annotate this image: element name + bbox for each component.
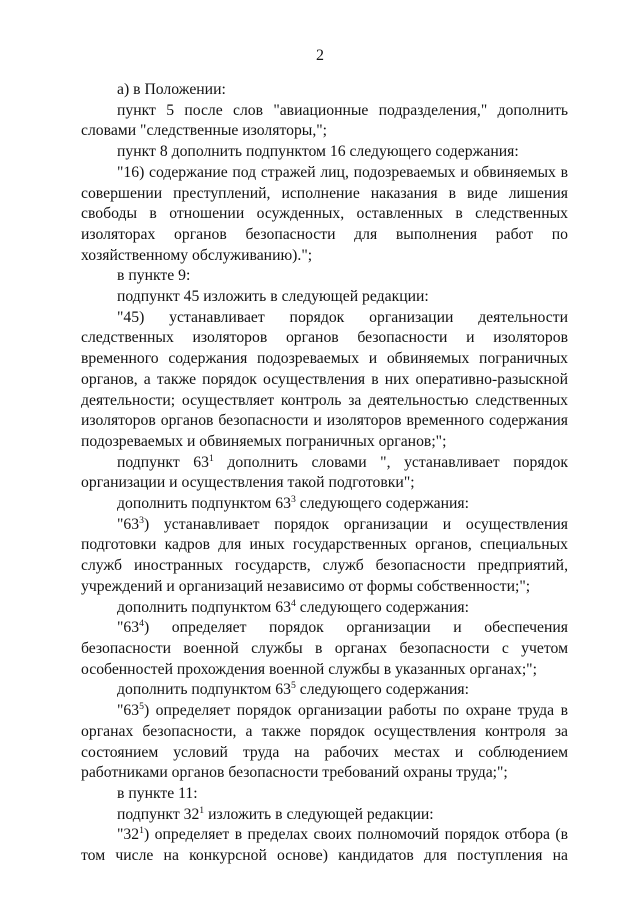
text-run: в пункте 9: bbox=[117, 267, 191, 285]
superscript: 4 bbox=[290, 597, 296, 609]
text-run: ) определяет в пределах своих полномочий порядок отбора (в том числе на конкурсной основе) кандидатов для поступления на bbox=[81, 826, 568, 865]
text-run: подпункт 45 изложить в следующей редакции: bbox=[117, 288, 429, 306]
superscript: 1 bbox=[199, 804, 205, 816]
paragraph bbox=[81, 598, 568, 619]
text-run: подпункт 63 bbox=[117, 453, 209, 471]
paragraph bbox=[81, 142, 568, 163]
text-run: дополнить словами ", устанавливает порядок организации и осуществления такой подготовки"; bbox=[81, 453, 568, 492]
text-run: "16) содержание под стражей лиц, подозреваемых и обвиняемых в совершении преступлений, исполнение наказания в виде лишения свободы в отношении осужденных, оставленных в следственных изоляторах органов безопасности для выполнения работ по хозяйственному обслуживанию)."; bbox=[81, 163, 568, 264]
paragraph bbox=[81, 515, 568, 598]
superscript: 3 bbox=[139, 514, 144, 526]
text-run: "63 bbox=[117, 619, 140, 637]
page-number: 2 bbox=[316, 47, 324, 64]
text-run: следующего содержания: bbox=[295, 681, 470, 699]
text-run: ) определяет порядок организации и обеспечения безопасности военной службы в органах безопасности с учетом особенностей прохождения военной службы в указанных органах;"; bbox=[81, 619, 568, 678]
paragraph bbox=[81, 287, 568, 308]
paragraph bbox=[81, 784, 568, 805]
text-run: в пункте 11: bbox=[117, 784, 198, 802]
paragraph bbox=[81, 453, 568, 494]
text-run: "32 bbox=[117, 826, 140, 844]
document-body bbox=[81, 80, 568, 867]
paragraph bbox=[81, 80, 568, 101]
text-run: дополнить подпунктом 63 bbox=[117, 495, 291, 513]
text-run: "63 bbox=[117, 702, 140, 720]
superscript: 5 bbox=[290, 680, 296, 692]
superscript: 5 bbox=[139, 700, 144, 712]
text-run: "63 bbox=[117, 515, 140, 533]
superscript: 3 bbox=[290, 493, 296, 505]
paragraph bbox=[81, 680, 568, 701]
text-run: подпункт 32 bbox=[117, 805, 200, 823]
text-run: а) в Положении: bbox=[117, 81, 226, 98]
paragraph bbox=[81, 163, 568, 267]
paragraph bbox=[81, 308, 568, 453]
superscript: 1 bbox=[139, 825, 144, 837]
text-run: пункт 5 после слов "авиационные подразделения," дополнить словами "следственные изоляторы,"; bbox=[81, 101, 568, 140]
superscript: 1 bbox=[208, 452, 214, 464]
paragraph bbox=[81, 805, 568, 826]
paragraph bbox=[81, 701, 568, 784]
text-run: изложить в следующей редакции: bbox=[204, 805, 434, 823]
text-run: ) устанавливает порядок организации и осуществления подготовки кадров для иных государственных органов, специальных служб иностранных государств, служб безопасности предприятий, учреждений и организаций независимо от формы собственности;"; bbox=[81, 515, 568, 595]
superscript: 4 bbox=[139, 618, 144, 630]
paragraph bbox=[81, 825, 568, 866]
paragraph bbox=[81, 494, 568, 515]
text-run: "45) устанавливает порядок организации деятельности следственных изоляторов органов безопасности и изоляторов временного содержания подозреваемых и обвиняемых пограничных органов, а также порядок осуществления в них оперативно-разыскной деятельности; осуществляет контроль за деятельностью следственных изоляторов органов безопасности и изоляторов временного содержания подозреваемых и обвиняемых пограничных органов;"; bbox=[81, 308, 568, 450]
text-run: следующего содержания: bbox=[295, 495, 470, 513]
text-run: дополнить подпунктом 63 bbox=[117, 681, 291, 699]
text-run: дополнить подпунктом 63 bbox=[117, 598, 291, 616]
text-run: следующего содержания: bbox=[295, 598, 470, 616]
paragraph bbox=[81, 101, 568, 142]
text-run: пункт 8 дополнить подпунктом 16 следующего содержания: bbox=[117, 143, 519, 161]
text-run: ) определяет порядок организации работы по охране труда в органах безопасности, а также порядок осуществления контроля за состоянием условий труда на рабочих местах и соблюдением работниками органов безопасности требований охраны труда;"; bbox=[81, 702, 568, 782]
paragraph bbox=[81, 266, 568, 287]
paragraph bbox=[81, 618, 568, 680]
